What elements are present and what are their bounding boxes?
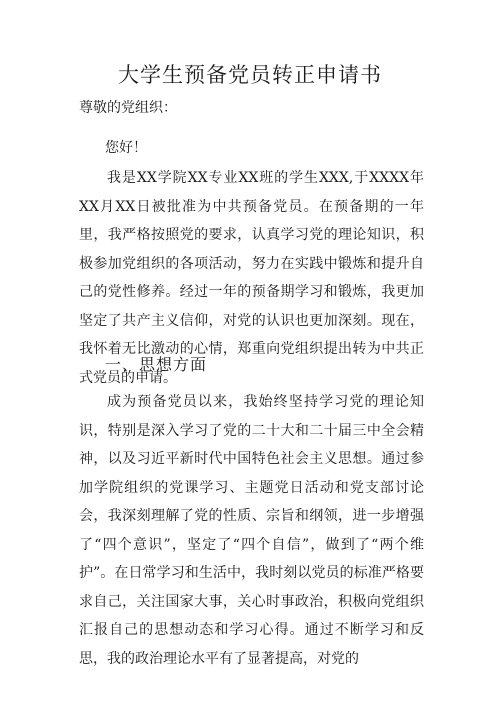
- section-heading-ideology: 一、思想方面: [105, 355, 208, 374]
- greeting: 您好！: [105, 140, 147, 156]
- document-title: 大学生预备党员转正申请书: [118, 63, 382, 87]
- body-paragraph-intro: 我是XX学院XX专业XX班的学生XXX,于XXXX年XX月XX日被批准为中共预备党员。在预备期的一年里，我严格按照党的要求，认真学习党的理论知识，积极参加党组织的各项活动，努力在实践中锻炼和提升自己的党性修养。经过一年的预备期学习和锻炼，我更加坚定了共产主义信仰，对党的认识也更加深刻。现在，我怀着无比激动的心情，郑重向党组织提出转为中共正式党员的申请。: [79, 170, 424, 386]
- salutation: 尊敬的党组织：: [79, 100, 177, 116]
- body-paragraph-ideology: 成为预备党员以来，我始终坚持学习党的理论知识，特别是深入学习了党的二十大和二十届三中全会精神，以及习近平新时代中国特色社会主义思想。通过参加学院组织的党课学习、主题党日活动和党支部讨论会，我深刻理解了党的性质、宗旨和纲领，进一步增强了“四个意识”，坚定了“四个自信”，做到了“两个维护”。在日常学习和生活中，我时刻以党员的标准严格要求自己，关注国家大事，关心时事政治，积极向党组织汇报自己的思想动态和学习心得。通过不断学习和反思，我的政治理论水平有了显著提高，对党的: [79, 394, 424, 667]
